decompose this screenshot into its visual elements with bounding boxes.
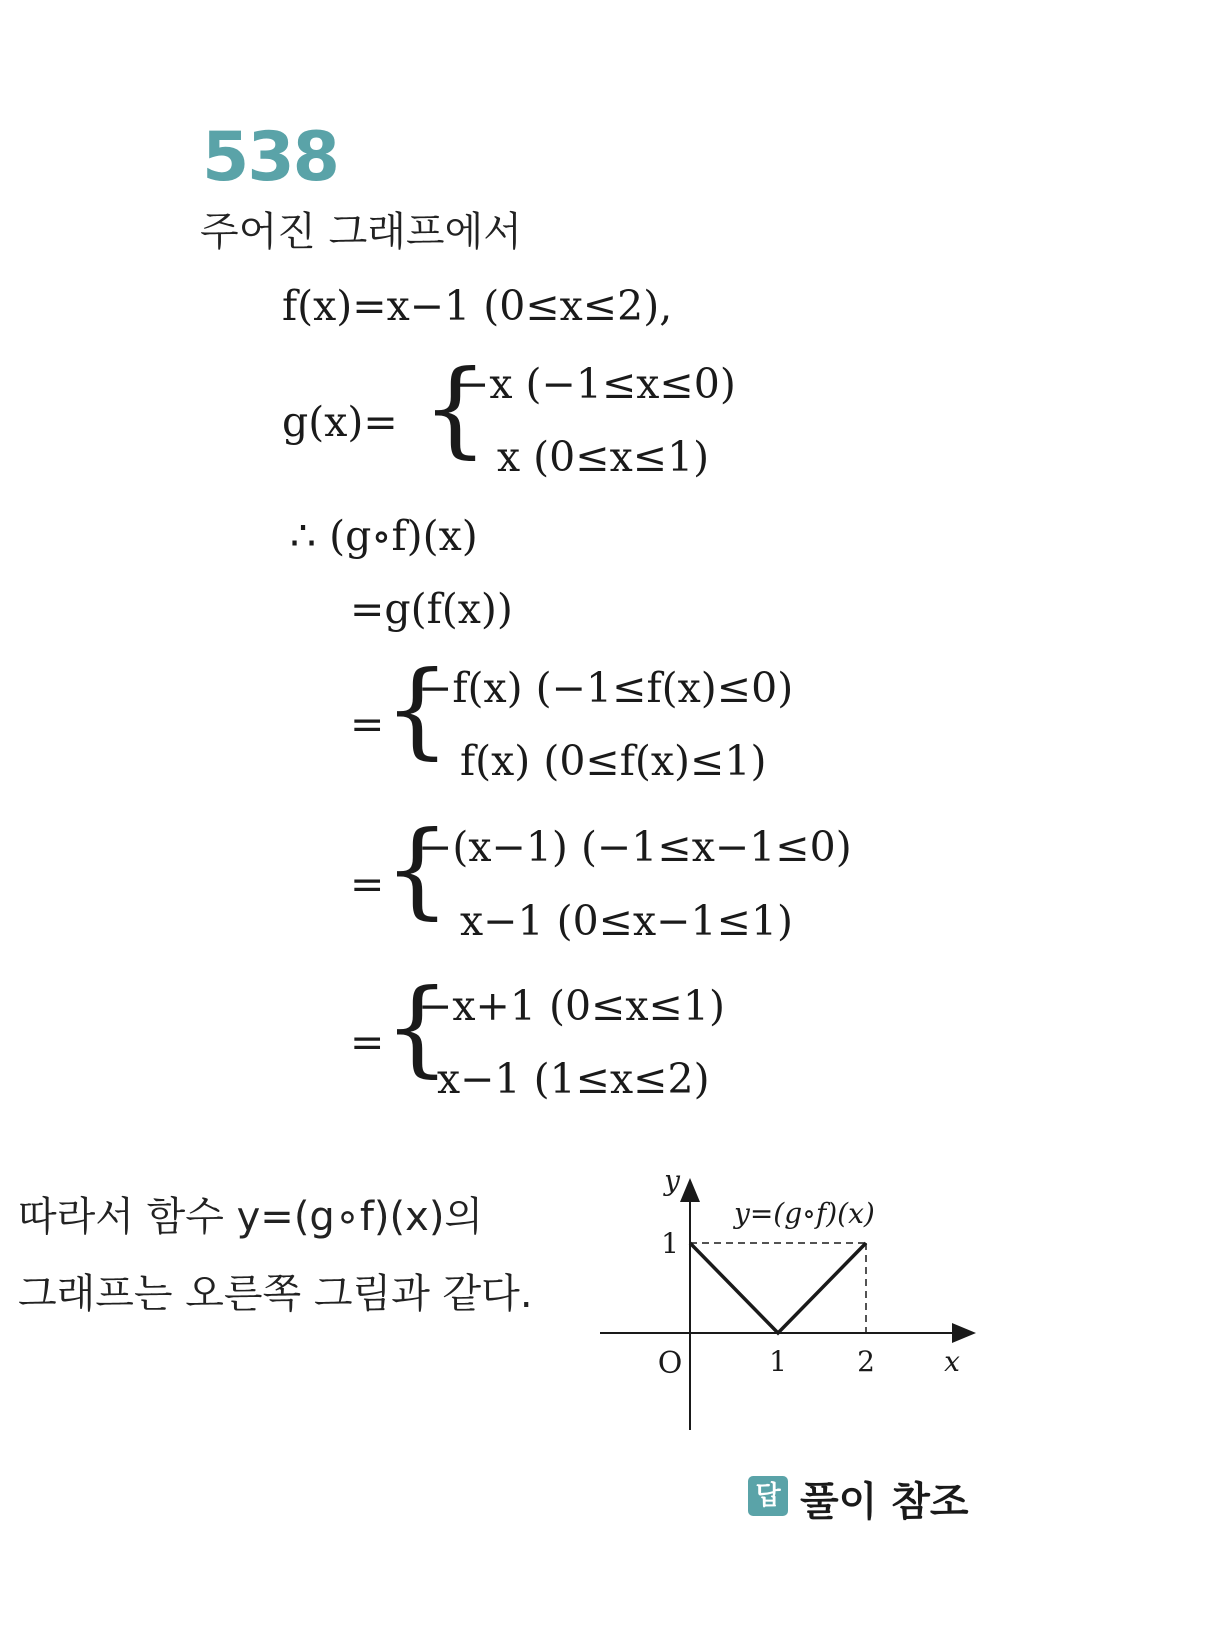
- therefore-line: ∴ (g∘f)(x): [290, 512, 478, 560]
- step-1: =g(f(x)): [350, 585, 513, 633]
- step-3-equals: =: [350, 860, 385, 908]
- series-line: [690, 1243, 866, 1333]
- x-tick-label-1: 1: [769, 1345, 787, 1378]
- step-3-brace: {: [384, 808, 451, 930]
- curve-label: y=(g∘f)(x): [734, 1197, 875, 1230]
- f-definition: f(x)=x−1 (0≤x≤2),: [282, 282, 673, 330]
- problem-number: 538: [202, 118, 338, 197]
- y-tick-label-1: 1: [661, 1227, 679, 1260]
- answer-badge: 답: [748, 1476, 788, 1516]
- answer-text: 풀이 참조: [800, 1479, 969, 1525]
- function-graph: [600, 1170, 980, 1440]
- step-2-brace: {: [384, 648, 451, 770]
- y-axis-label: y: [664, 1170, 680, 1197]
- intro-text: 주어진 그래프에서: [200, 209, 522, 255]
- conclusion-line-1: 따라서 함수 y=(g∘f)(x)의: [18, 1194, 484, 1240]
- step-2-case-2: f(x) (0≤f(x)≤1): [460, 737, 767, 785]
- g-label: g(x)=: [282, 398, 398, 446]
- x-axis-label: x: [944, 1345, 960, 1378]
- step-4-case-2: x−1 (1≤x≤2): [437, 1055, 710, 1103]
- step-2-case-1: −f(x) (−1≤f(x)≤0): [418, 664, 794, 712]
- x-tick-label-2: 2: [857, 1345, 875, 1378]
- step-4-case-1: −x+1 (0≤x≤1): [418, 982, 725, 1030]
- step-3-case-2: x−1 (0≤x−1≤1): [460, 897, 794, 945]
- step-2-equals: =: [350, 700, 385, 748]
- step-4-brace: {: [384, 966, 451, 1088]
- origin-label: O: [657, 1346, 683, 1381]
- conclusion-line-2: 그래프는 오른쪽 그림과 같다.: [18, 1271, 533, 1317]
- g-case-2: x (0≤x≤1): [497, 433, 710, 481]
- step-4-equals: =: [350, 1018, 385, 1066]
- step-3-case-1: −(x−1) (−1≤x−1≤0): [418, 823, 852, 871]
- g-brace: {: [422, 347, 489, 469]
- g-case-1: −x (−1≤x≤0): [455, 360, 736, 408]
